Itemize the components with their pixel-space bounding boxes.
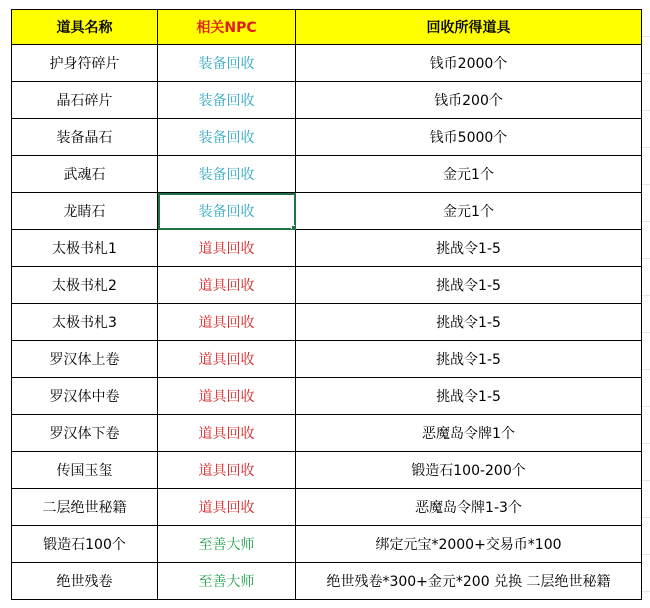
table-row	[12, 378, 642, 415]
npc-cell[interactable]: 道具回收	[158, 230, 296, 267]
npc-cell[interactable]: 道具回收	[158, 452, 296, 489]
table-row	[12, 526, 642, 563]
item-name-cell[interactable]: 装备晶石	[12, 119, 158, 156]
item-name-cell[interactable]: 太极书札3	[12, 304, 158, 341]
fill-handle[interactable]	[291, 225, 296, 230]
reward-cell[interactable]: 钱币5000个	[296, 119, 642, 156]
header-npc[interactable]: 相关NPC	[158, 10, 296, 45]
reward-cell[interactable]: 恶魔岛令牌1-3个	[296, 489, 642, 526]
item-name-cell[interactable]: 二层绝世秘籍	[12, 489, 158, 526]
item-name-cell[interactable]: 太极书札2	[12, 267, 158, 304]
npc-cell[interactable]: 道具回收	[158, 378, 296, 415]
reward-cell[interactable]: 绝世残卷*300+金元*200 兑换 二层绝世秘籍	[296, 563, 642, 600]
npc-cell[interactable]: 道具回收	[158, 304, 296, 341]
header-item-name[interactable]: 道具名称	[12, 10, 158, 45]
reward-cell[interactable]: 钱币200个	[296, 82, 642, 119]
table-row	[12, 119, 642, 156]
npc-cell[interactable]: 道具回收	[158, 489, 296, 526]
item-name-cell[interactable]: 绝世残卷	[12, 563, 158, 600]
npc-cell[interactable]: 装备回收	[158, 45, 296, 82]
npc-cell-text: 装备回收	[198, 204, 255, 220]
item-name-cell[interactable]: 龙睛石	[12, 193, 158, 230]
item-name-cell[interactable]: 罗汉体上卷	[12, 341, 158, 378]
item-name-cell[interactable]: 锻造石100个	[12, 526, 158, 563]
reward-cell[interactable]: 挑战令1-5	[296, 230, 642, 267]
npc-cell[interactable]: 至善大师	[158, 563, 296, 600]
table-row	[12, 563, 642, 600]
table-row	[12, 82, 642, 119]
table-row	[12, 415, 642, 452]
npc-cell[interactable]: 道具回收	[158, 267, 296, 304]
table-row	[12, 230, 642, 267]
recycle-table	[11, 9, 642, 600]
reward-cell[interactable]: 钱币2000个	[296, 45, 642, 82]
header-reward[interactable]: 回收所得道具	[296, 10, 642, 45]
table-row	[12, 489, 642, 526]
reward-cell[interactable]: 挑战令1-5	[296, 267, 642, 304]
npc-cell[interactable]: 装备回收	[158, 82, 296, 119]
table-row	[12, 452, 642, 489]
reward-cell[interactable]: 恶魔岛令牌1个	[296, 415, 642, 452]
table-row	[12, 304, 642, 341]
npc-cell[interactable]: 道具回收	[158, 341, 296, 378]
npc-cell[interactable]: 装备回收	[158, 119, 296, 156]
reward-cell[interactable]: 金元1个	[296, 156, 642, 193]
item-name-cell[interactable]: 罗汉体中卷	[12, 378, 158, 415]
npc-cell[interactable]: 至善大师	[158, 526, 296, 563]
npc-cell[interactable]: 装备回收	[158, 156, 296, 193]
reward-cell[interactable]: 挑战令1-5	[296, 341, 642, 378]
item-name-cell[interactable]: 晶石碎片	[12, 82, 158, 119]
npc-cell-selected[interactable]	[158, 193, 296, 230]
item-name-cell[interactable]: 传国玉玺	[12, 452, 158, 489]
item-name-cell[interactable]: 武魂石	[12, 156, 158, 193]
table-row	[12, 341, 642, 378]
item-name-cell[interactable]: 罗汉体下卷	[12, 415, 158, 452]
reward-cell[interactable]: 金元1个	[296, 193, 642, 230]
item-name-cell[interactable]: 太极书札1	[12, 230, 158, 267]
table-row	[12, 45, 642, 82]
reward-cell[interactable]: 挑战令1-5	[296, 304, 642, 341]
table-row	[12, 267, 642, 304]
reward-cell[interactable]: 挑战令1-5	[296, 378, 642, 415]
table-row	[12, 156, 642, 193]
reward-cell[interactable]: 绑定元宝*2000+交易币*100	[296, 526, 642, 563]
item-name-cell[interactable]: 护身符碎片	[12, 45, 158, 82]
reward-cell[interactable]: 锻造石100-200个	[296, 452, 642, 489]
header-row	[12, 10, 642, 45]
table-row	[12, 193, 642, 230]
npc-cell[interactable]: 道具回收	[158, 415, 296, 452]
